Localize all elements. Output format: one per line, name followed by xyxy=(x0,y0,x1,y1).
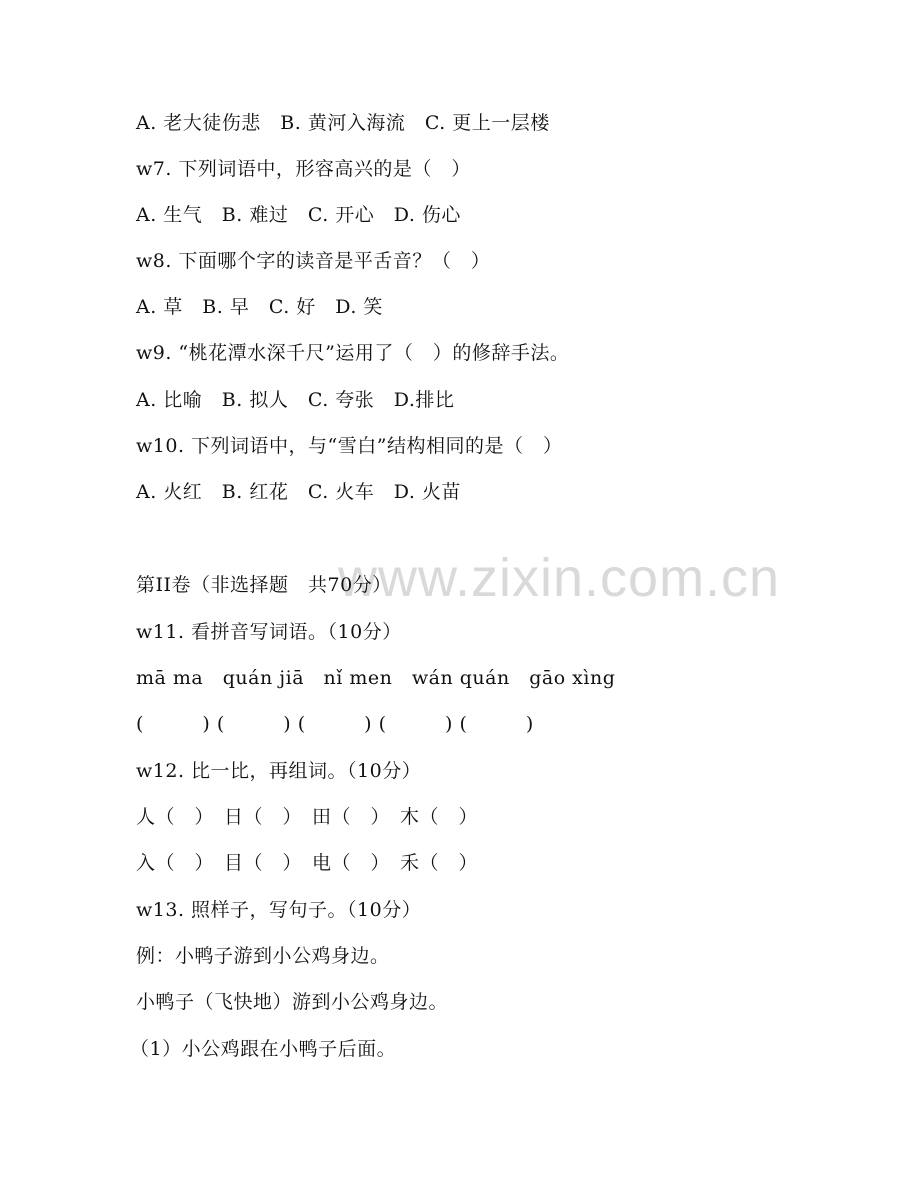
q13-item-1: （1）小公鸡跟在小鸭子后面。 xyxy=(130,1038,397,1060)
q11-pinyin: mā ma quán jiā nǐ men wán quán gāo xìng xyxy=(136,667,616,689)
q11-answer-blanks: ( ) ( ) ( ) ( ) ( ) xyxy=(136,713,534,735)
q10-question: w10. 下列词语中，与“雪白”结构相同的是（ ） xyxy=(136,435,563,457)
section-title: 第II卷（非选择题 共70分） xyxy=(136,574,392,596)
q7-options: A. 生气 B. 难过 C. 开心 D. 伤心 xyxy=(136,204,461,226)
q6-options: A. 老大徒伤悲 B. 黄河入海流 C. 更上一层楼 xyxy=(136,112,550,134)
q13-question: w13. 照样子，写句子。（10分） xyxy=(136,899,422,921)
q12-row-2: 入（ ） 目（ ） 电（ ） 禾（ ） xyxy=(136,852,479,874)
q10-options: A. 火红 B. 红花 C. 火车 D. 火苗 xyxy=(136,481,461,503)
q13-example-answer: 小鸭子（飞快地）游到小公鸡身边。 xyxy=(136,991,449,1013)
q13-example: 例：小鸭子游到小公鸡身边。 xyxy=(136,945,390,967)
q12-row-1: 人（ ） 日（ ） 田（ ） 木（ ） xyxy=(136,806,479,828)
q9-options: A. 比喻 B. 拟人 C. 夸张 D.排比 xyxy=(136,389,455,411)
watermark: www.zixin.com.cn xyxy=(338,548,781,608)
q7-question: w7. 下列词语中，形容高兴的是（ ） xyxy=(136,158,471,180)
q12-question: w12. 比一比，再组词。（10分） xyxy=(136,760,422,782)
q8-question: w8. 下面哪个字的读音是平舌音？（ ） xyxy=(136,250,491,272)
q8-options: A. 草 B. 早 C. 好 D. 笑 xyxy=(136,296,383,318)
q11-question: w11. 看拼音写词语。（10分） xyxy=(136,621,402,643)
q9-question: w9. “桃花潭水深千尺”运用了（ ）的修辞手法。 xyxy=(136,342,570,364)
